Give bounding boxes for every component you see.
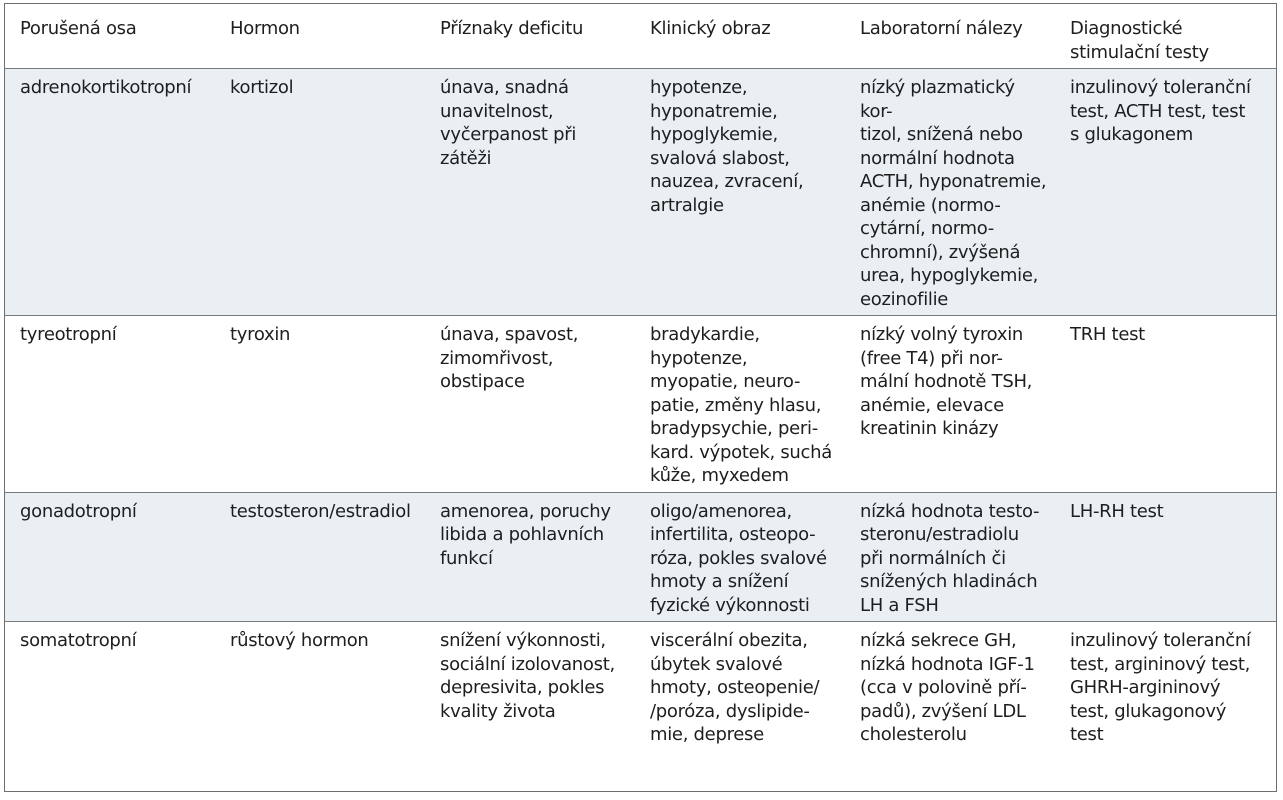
cell-hormone: kortizol bbox=[230, 77, 294, 98]
cell-clinical-picture: oligo/amenorea, infertilita, osteopo- róza, pokles svalové hmoty a snížení fyzické výkonnosti bbox=[650, 500, 827, 616]
cell-stimulation-tests: LH-RH test bbox=[1070, 500, 1164, 522]
cell-symptoms: snížení výkonnosti, sociální izolovanost, depresivita, pokles kvality života bbox=[440, 630, 615, 722]
table-row bbox=[5, 316, 1276, 493]
header-cell-hormone: Hormon bbox=[230, 18, 300, 39]
table-row bbox=[5, 622, 1276, 751]
cell-hormone: tyroxin bbox=[230, 324, 291, 345]
cell-clinical-picture: hypotenze, hyponatremie, hypoglykemie, svalová slabost, nauzea, zvracení, artralgie bbox=[650, 77, 804, 216]
hormone-deficit-table bbox=[5, 4, 1276, 751]
cell-lab-findings: nízká sekrece GH, nízká hodnota IGF-1 (cca v polovině pří- padů), zvýšení LDL cholesterolu bbox=[860, 630, 1035, 745]
cell-axis: gonadotropní bbox=[20, 500, 137, 522]
cell-lab-findings: nízký plazmatický kor- tizol, snížená nebo normální hodnota ACTH, hyponatremie, anémie (normo- cytární, normo- chromní), zvýšená urea, hypoglykemie, eozinofilie bbox=[860, 77, 1047, 310]
cell-axis: adrenokortikotropní bbox=[20, 77, 192, 98]
cell-hormone: testosteron/estradiol bbox=[230, 500, 411, 522]
table-header-row bbox=[5, 4, 1276, 69]
header-cell-symptoms: Příznaky deficitu bbox=[440, 18, 584, 39]
cell-clinical-picture: bradykardie, hypotenze, myopatie, neuro- patie, změny hlasu, bradypsychie, peri- kard. výpotek, suchá kůže, myxedem bbox=[650, 324, 832, 486]
cell-axis: tyreotropní bbox=[20, 324, 117, 345]
table-row bbox=[5, 69, 1276, 316]
cell-stimulation-tests: inzulinový toleranční test, ACTH test, test s glukagonem bbox=[1070, 77, 1251, 145]
table-frame bbox=[4, 3, 1277, 792]
cell-axis: somatotropní bbox=[20, 630, 137, 651]
cell-stimulation-tests: inzulinový toleranční test, argininový test, GHRH-argininový test, glukagonový test bbox=[1070, 630, 1251, 745]
cell-symptoms: amenorea, poruchy libida a pohlavních funkcí bbox=[440, 500, 611, 569]
header-cell-stimulation-tests: Diagnostické stimulační testy bbox=[1070, 18, 1209, 63]
cell-lab-findings: nízká hodnota testo- steronu/estradiolu při normálních či snížených hladinách LH a FSH bbox=[860, 500, 1040, 616]
cell-symptoms: únava, spavost, zimomřivost, obstipace bbox=[440, 324, 579, 392]
cell-clinical-picture: viscerální obezita, úbytek svalové hmoty, osteopenie/ /poróza, dyslipide- mie, deprese bbox=[650, 630, 820, 745]
cell-stimulation-tests: TRH test bbox=[1070, 324, 1145, 345]
cell-hormone: růstový hormon bbox=[230, 630, 369, 651]
header-cell-lab-findings: Laboratorní nálezy bbox=[860, 18, 1023, 39]
cell-lab-findings: nízký volný tyroxin (free T4) při nor- mální hodnotě TSH, anémie, elevace kreatinin kinázy bbox=[860, 324, 1033, 439]
header-cell-axis: Porušená osa bbox=[20, 18, 137, 39]
header-cell-clinical-picture: Klinický obraz bbox=[650, 18, 771, 39]
table-row bbox=[5, 492, 1276, 622]
cell-symptoms: únava, snadná unavitelnost, vyčerpanost při zátěži bbox=[440, 77, 577, 169]
